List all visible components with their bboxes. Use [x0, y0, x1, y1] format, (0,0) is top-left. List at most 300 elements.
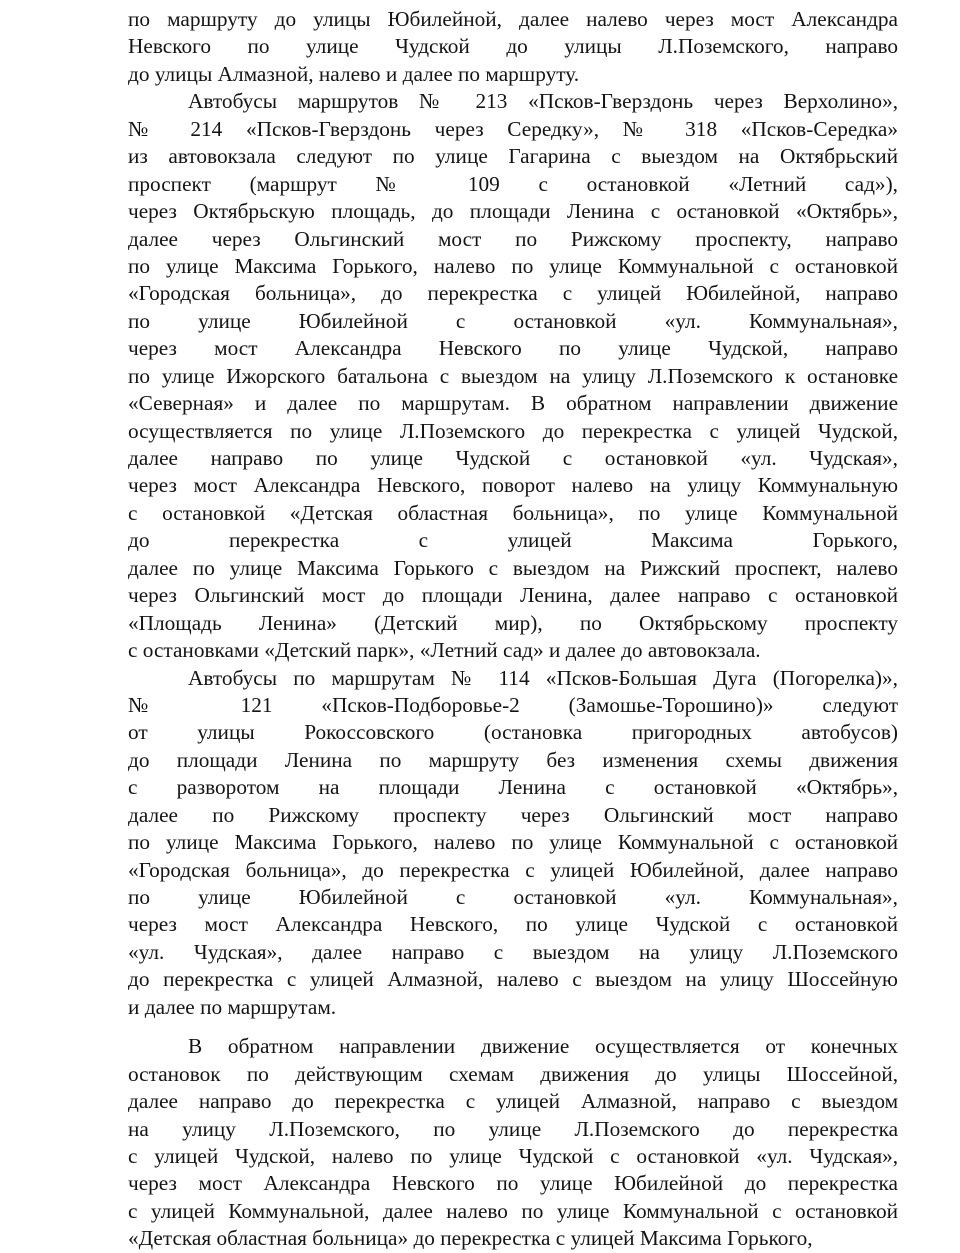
word: обратном: [227, 1034, 314, 1059]
word: улицу: [719, 967, 774, 992]
word: Александра: [791, 7, 899, 31]
word: по: [192, 555, 215, 580]
word: движения: [809, 747, 898, 772]
word: выездом: [460, 363, 538, 388]
word: до: [128, 528, 150, 553]
word: площади: [378, 775, 460, 800]
word: улице: [435, 144, 488, 169]
word: поворот: [481, 473, 555, 498]
word: по: [128, 885, 151, 909]
word: улице: [549, 253, 602, 278]
word: Юбилейной,: [629, 857, 745, 882]
word: улицы: [564, 34, 622, 59]
word: схемам: [448, 1061, 514, 1086]
word: с: [525, 857, 535, 882]
word: остановкой: [794, 1198, 899, 1223]
word: перекрестка: [228, 528, 340, 553]
word: остановкой: [794, 583, 899, 608]
word: через: [128, 336, 177, 361]
word: выездом: [641, 144, 718, 169]
word: Чудской: [395, 34, 470, 59]
word: улице: [370, 446, 423, 470]
word: больница»,: [254, 281, 357, 306]
word: маршрутам: [331, 665, 435, 690]
word: Юбилейной: [298, 308, 408, 333]
word: по: [128, 308, 151, 333]
word: от: [128, 720, 148, 745]
text-line: [128, 802, 898, 829]
text-line: [128, 171, 898, 198]
word: выездом: [595, 967, 672, 992]
word: по: [315, 446, 338, 470]
text-line: [128, 829, 898, 856]
word: без: [546, 747, 576, 772]
word: налево: [586, 7, 648, 31]
word: улице: [618, 336, 671, 361]
word: Гагарина: [508, 144, 591, 169]
word: с: [128, 1143, 138, 1168]
text-line: [128, 582, 898, 609]
word: улице: [449, 1143, 502, 1168]
word: с: [439, 363, 450, 388]
word: с: [709, 418, 719, 443]
word: улицей: [154, 1143, 219, 1168]
word: по: [559, 336, 582, 361]
word: «ул.: [740, 446, 777, 470]
word: «Октябрь»,: [795, 775, 899, 800]
word: улице: [575, 912, 628, 937]
word: изменения: [602, 747, 699, 772]
text-line: [128, 1033, 898, 1060]
text-line: [128, 637, 898, 664]
text-line: [128, 1088, 898, 1115]
word: налево: [433, 830, 496, 855]
word: перекрестка: [440, 1226, 551, 1251]
word: областная: [397, 500, 488, 525]
word: налево: [446, 1198, 508, 1223]
word: Коммунальной: [762, 500, 899, 525]
word: пригородных: [631, 720, 752, 745]
word: Ольгинский: [294, 226, 405, 251]
text-line: [128, 116, 898, 143]
word: далее: [128, 555, 179, 580]
word: направо: [198, 1089, 272, 1114]
word: через: [128, 199, 177, 224]
word: автобусов): [801, 720, 898, 745]
word: областная: [216, 1226, 307, 1251]
word: №: [128, 692, 192, 717]
word: далее: [519, 7, 570, 31]
word: далее: [128, 446, 179, 470]
word: по: [247, 34, 270, 59]
word: далее: [312, 939, 363, 964]
word: через: [128, 583, 177, 608]
word: Л.Поземского,: [269, 1116, 400, 1141]
word: Автобусы: [188, 665, 278, 690]
word: 318: [685, 116, 718, 141]
word: Верхолино»,: [783, 89, 899, 114]
word: остановкой: [794, 253, 898, 278]
word: и: [548, 638, 561, 663]
word: мост: [730, 7, 775, 31]
word: Александра: [253, 473, 361, 498]
word: далее: [759, 857, 810, 882]
word: Александра: [275, 912, 383, 937]
word: мост: [214, 336, 258, 361]
word: направо: [391, 939, 465, 964]
word: маршрутов: [297, 89, 399, 114]
text-line: [128, 719, 898, 746]
word: улице: [198, 885, 251, 909]
word: «ул.: [664, 885, 701, 909]
word: Коммунальная»,: [749, 885, 898, 909]
word: Ленина»: [258, 610, 337, 635]
word: направлении: [339, 1034, 456, 1059]
word: «Городская: [128, 281, 230, 306]
word: улицей: [309, 967, 374, 992]
word: по: [128, 830, 151, 855]
word: далее: [610, 583, 661, 608]
word: маршрутам.: [227, 994, 337, 1019]
word: перекрестка: [399, 857, 510, 882]
word: Ижорского: [226, 363, 326, 388]
word: Горького: [393, 555, 474, 580]
word: улицу: [182, 1116, 236, 1141]
word: обратном: [566, 391, 652, 416]
word: остановкой: [676, 199, 780, 224]
word: от: [765, 1034, 786, 1059]
word: улице: [165, 253, 219, 278]
word: мост: [747, 802, 792, 827]
word: конечных: [810, 1034, 899, 1059]
word: площади: [421, 583, 503, 608]
word: по: [433, 1116, 456, 1141]
word: мост: [198, 1171, 242, 1196]
word: до: [655, 1061, 677, 1086]
text-line: [128, 692, 898, 719]
word: схемы: [725, 747, 782, 772]
word: остановкой: [162, 500, 266, 525]
word: с: [772, 1198, 782, 1223]
word: выездом: [512, 555, 590, 580]
word: остановкой: [513, 885, 617, 909]
word: «Летний: [728, 171, 807, 196]
word: «Псков-Большая: [545, 665, 697, 690]
word: Рижскому: [268, 802, 360, 827]
word: Коммунальной: [617, 830, 754, 855]
word: с: [767, 583, 778, 608]
word: через: [664, 7, 714, 31]
text-line: [128, 911, 898, 938]
word: (Погорелка)»,: [772, 665, 898, 690]
text-line: [128, 33, 898, 60]
word: налево: [571, 473, 634, 498]
word: улице: [488, 1116, 542, 1141]
word: осуществляется: [128, 418, 273, 443]
text-line: [128, 198, 898, 225]
word: с: [562, 446, 573, 470]
word: через: [520, 802, 570, 827]
word: на: [738, 144, 760, 169]
word: до: [362, 857, 384, 882]
word: Горького,: [332, 253, 418, 278]
document-text-body: [128, 6, 898, 1253]
word: Ленина: [284, 747, 353, 772]
word: Коммунальная»,: [749, 308, 898, 333]
text-line: [128, 1170, 898, 1197]
word: Ольгинский: [603, 802, 714, 827]
word: 214: [190, 116, 223, 141]
word: Ленина: [498, 775, 566, 800]
word: до: [733, 1116, 755, 1141]
word: В: [188, 1034, 203, 1059]
word: Автобусы: [188, 89, 278, 114]
word: остановкой: [653, 775, 757, 800]
word: Коммунальной: [617, 253, 754, 278]
word: улицы: [197, 720, 255, 745]
word: по: [458, 61, 481, 86]
word: до: [413, 1226, 435, 1251]
word: с: [611, 144, 621, 169]
text-line: [128, 418, 898, 445]
word: больница»,: [245, 857, 347, 882]
word: «ул.: [128, 939, 165, 964]
word: (маршрут: [249, 171, 337, 196]
text-line: [128, 939, 898, 966]
word: по: [511, 830, 534, 855]
word: площадь,: [331, 199, 416, 224]
word: выездом: [821, 1089, 899, 1114]
word: по: [212, 802, 235, 827]
word: на: [549, 363, 571, 388]
word: по: [638, 500, 661, 525]
word: батальона: [337, 363, 428, 388]
word: движение: [480, 1034, 570, 1059]
word: до: [744, 1171, 767, 1196]
word: улице: [549, 830, 602, 855]
word: по: [496, 1171, 519, 1196]
word: мир),: [494, 610, 543, 635]
word: «Псков-Середка»: [740, 116, 899, 141]
word: Горького,: [812, 528, 898, 553]
word: Коммунальной,: [228, 1198, 370, 1223]
word: «Псков-Гверздонь: [528, 89, 694, 114]
text-line: [128, 527, 898, 554]
word: Л.Поземского: [399, 418, 526, 443]
word: по: [410, 1143, 433, 1168]
word: с: [538, 171, 548, 196]
text-line: [128, 1143, 898, 1170]
word: Середку»,: [507, 116, 600, 141]
word: В: [530, 391, 546, 416]
word: на: [128, 1116, 149, 1141]
text-line: [128, 253, 898, 280]
word: налево: [433, 253, 496, 278]
word: на: [638, 939, 660, 964]
word: Алмазной,: [580, 1089, 677, 1114]
word: следуют: [822, 692, 899, 717]
word: до: [128, 967, 150, 992]
word: Коммунальной: [622, 1198, 759, 1223]
word: далее: [382, 1198, 433, 1223]
word: Чудская»,: [809, 1143, 899, 1168]
word: осуществляется: [595, 1034, 740, 1059]
word: и: [385, 61, 398, 86]
word: остановок: [128, 1061, 221, 1086]
word: на: [649, 473, 671, 498]
word: улицы: [154, 61, 213, 86]
word: маршрутам.: [401, 391, 510, 416]
word: мост: [193, 473, 237, 498]
word: по: [358, 391, 381, 416]
word: Л.Поземского: [574, 1116, 700, 1141]
word: №: [375, 171, 430, 196]
word: с: [605, 775, 615, 800]
word: Юбилейной,: [686, 281, 801, 306]
word: сад»),: [844, 171, 898, 196]
word: Октябрьскую: [193, 199, 315, 224]
word: больница»,: [512, 500, 614, 525]
word: направо: [697, 1089, 771, 1114]
word: Невского,: [409, 912, 499, 937]
word: до: [506, 34, 528, 59]
word: Октябрьскому: [639, 610, 768, 635]
word: и: [128, 994, 140, 1019]
word: перекрестка: [163, 967, 274, 992]
word: до: [621, 638, 643, 663]
word: налево: [331, 1143, 394, 1168]
word: через: [211, 226, 261, 251]
word: выездом: [532, 939, 610, 964]
text-line: [128, 472, 898, 499]
word: направо: [825, 281, 899, 306]
word: площади: [176, 747, 258, 772]
word: Ленина,: [520, 583, 593, 608]
word: направо: [825, 226, 899, 251]
word: перекрестка: [334, 1089, 445, 1114]
word: «Детский: [264, 638, 352, 663]
word: Л.Поземского,: [658, 34, 789, 59]
word: через: [128, 1171, 177, 1196]
word: далее: [128, 802, 179, 827]
word: по: [293, 665, 316, 690]
word: улицей: [150, 1198, 215, 1223]
word: через: [128, 473, 177, 498]
word: Юбилейной,: [387, 7, 503, 31]
word: перекрестка: [787, 1171, 898, 1196]
word: и: [254, 391, 267, 416]
text-line: [128, 555, 898, 582]
word: направо: [677, 583, 751, 608]
word: на: [318, 775, 340, 800]
word: улицей: [597, 281, 662, 306]
word: Рижскому: [570, 226, 662, 251]
word: до: [431, 199, 454, 224]
word: улицу: [687, 473, 742, 498]
word: налево: [836, 555, 898, 580]
text-line: [128, 1225, 898, 1252]
paragraph-spacer: [128, 1021, 898, 1033]
word: Чудская»,: [193, 939, 283, 964]
word: с: [128, 775, 138, 800]
word: направлении: [672, 391, 789, 416]
word: направо: [825, 336, 899, 361]
word: действующим: [295, 1061, 423, 1086]
word: Юбилейной: [298, 885, 408, 909]
word: до: [128, 747, 150, 772]
word: «Детская: [289, 500, 373, 525]
word: через: [128, 912, 177, 937]
word: перекрестка: [787, 1116, 899, 1141]
text-line: [128, 1061, 898, 1088]
word: остановками: [142, 638, 259, 663]
word: Юбилейной: [614, 1171, 724, 1196]
word: налево: [496, 967, 559, 992]
word: «Летний: [419, 638, 498, 663]
word: Шоссейной,: [786, 1061, 899, 1086]
word: маршруту.: [485, 61, 580, 86]
word: 114: [498, 665, 530, 690]
word: улицей: [550, 857, 615, 882]
text-line: [128, 610, 898, 637]
word: до: [292, 1089, 314, 1114]
word: улице: [556, 1198, 610, 1223]
word: Рижский: [639, 555, 721, 580]
word: Ольгинский: [194, 583, 305, 608]
word: Ленина: [566, 199, 635, 224]
word: «ул.: [756, 1143, 793, 1168]
word: 121: [240, 692, 273, 717]
word: по: [525, 912, 548, 937]
word: по: [515, 226, 538, 251]
word: Невского: [391, 1171, 475, 1196]
word: с: [128, 638, 138, 663]
word: Рокоссовского: [304, 720, 435, 745]
word: с: [455, 308, 466, 333]
word: №: [451, 665, 483, 690]
word: сад»: [503, 638, 544, 663]
word: улице: [165, 830, 219, 855]
word: Горького,: [727, 1226, 813, 1251]
word: улице: [329, 418, 383, 443]
word: Шоссейную: [787, 967, 898, 992]
word: с: [128, 500, 138, 525]
word: с: [650, 199, 661, 224]
word: через: [713, 89, 763, 114]
word: далее: [144, 994, 195, 1019]
word: (остановка: [483, 720, 583, 745]
word: следуют: [296, 144, 373, 169]
word: остановкой: [604, 446, 708, 470]
word: автовокзала.: [647, 638, 761, 663]
word: улицу: [582, 363, 636, 388]
word: улицы: [313, 7, 371, 31]
word: разворотом: [176, 775, 280, 800]
word: Александра: [263, 1171, 371, 1196]
word: остановкой: [586, 171, 690, 196]
word: улицей: [495, 1089, 560, 1114]
word: проспект: [128, 171, 211, 196]
text-line: [128, 88, 898, 115]
text-line: [128, 857, 898, 884]
word: Чудской,: [708, 336, 789, 361]
text-line: [128, 994, 898, 1021]
paragraph-2: [128, 88, 898, 664]
word: с: [488, 555, 499, 580]
word: из: [128, 144, 148, 169]
word: улице: [229, 555, 283, 580]
word: Максима: [234, 830, 317, 855]
